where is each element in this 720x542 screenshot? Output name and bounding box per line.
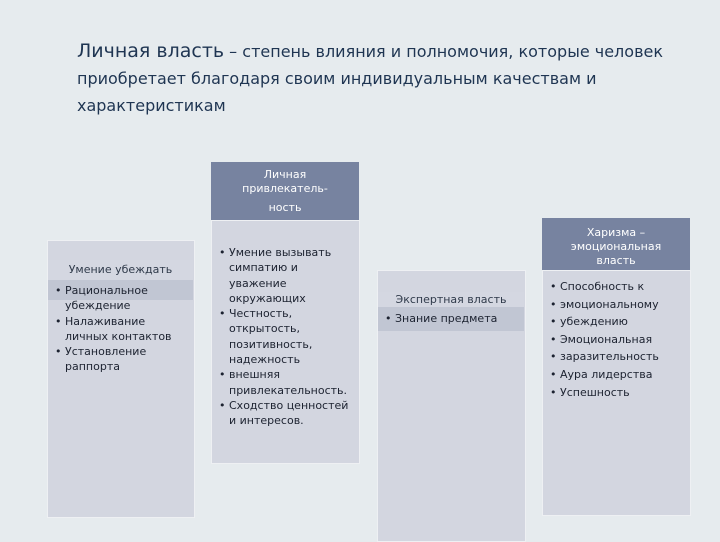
list-item: • Сходство ценностей и интересов. — [219, 398, 355, 429]
column-attractiveness-header — [211, 162, 359, 220]
list-item: • заразительность — [550, 348, 688, 366]
column-charisma-list — [550, 278, 688, 401]
list-item: • Налаживание личных контактов — [55, 314, 189, 345]
list-item: • Знание предмета — [385, 311, 521, 326]
column-persuasion-header — [48, 260, 193, 280]
list-item: • Аура лидерства — [550, 366, 688, 384]
column-charisma-header — [542, 218, 690, 270]
list-item: • Рациональное убеждение — [55, 283, 189, 314]
column-expert-title: Экспертная власть — [395, 293, 507, 306]
list-item: • эмоциональному — [550, 296, 688, 314]
list-item: • Способность к — [550, 278, 688, 296]
list-item: • Эмоциональная — [550, 331, 688, 349]
list-item: • внешняя привлекательность. — [219, 367, 355, 398]
slide-title — [77, 38, 677, 119]
column-charisma-title-line3: власть — [596, 254, 636, 267]
column-attractiveness-title-line2: привлекатель- — [242, 182, 328, 195]
list-item: • убеждению — [550, 313, 688, 331]
column-attractiveness-list — [219, 245, 355, 429]
list-item: • Установление раппорта — [55, 344, 189, 375]
column-attractiveness-title-line1: Личная — [263, 168, 307, 181]
column-persuasion-title: Умение убеждать — [68, 263, 173, 276]
column-attractiveness-title-line3: ность — [268, 201, 302, 214]
column-expert-header — [378, 292, 524, 308]
column-persuasion-list — [55, 283, 189, 375]
list-item: • Умение вызывать симпатию и уважение окружающих — [219, 245, 355, 306]
list-item: • Успешность — [550, 384, 688, 402]
title-lead: Личная власть — [77, 40, 225, 62]
column-expert-list — [385, 311, 521, 326]
column-charisma-title-line1: Харизма – — [586, 226, 646, 239]
column-charisma-title-line2: эмоциональная — [570, 240, 662, 253]
list-item: • Честность, открытость, позитивность, надежность — [219, 306, 355, 367]
title-rest: – степень влияния и полномочия, которые человек приобретает благодаря своим индивидуальным качествам и характеристикам — [77, 42, 664, 115]
